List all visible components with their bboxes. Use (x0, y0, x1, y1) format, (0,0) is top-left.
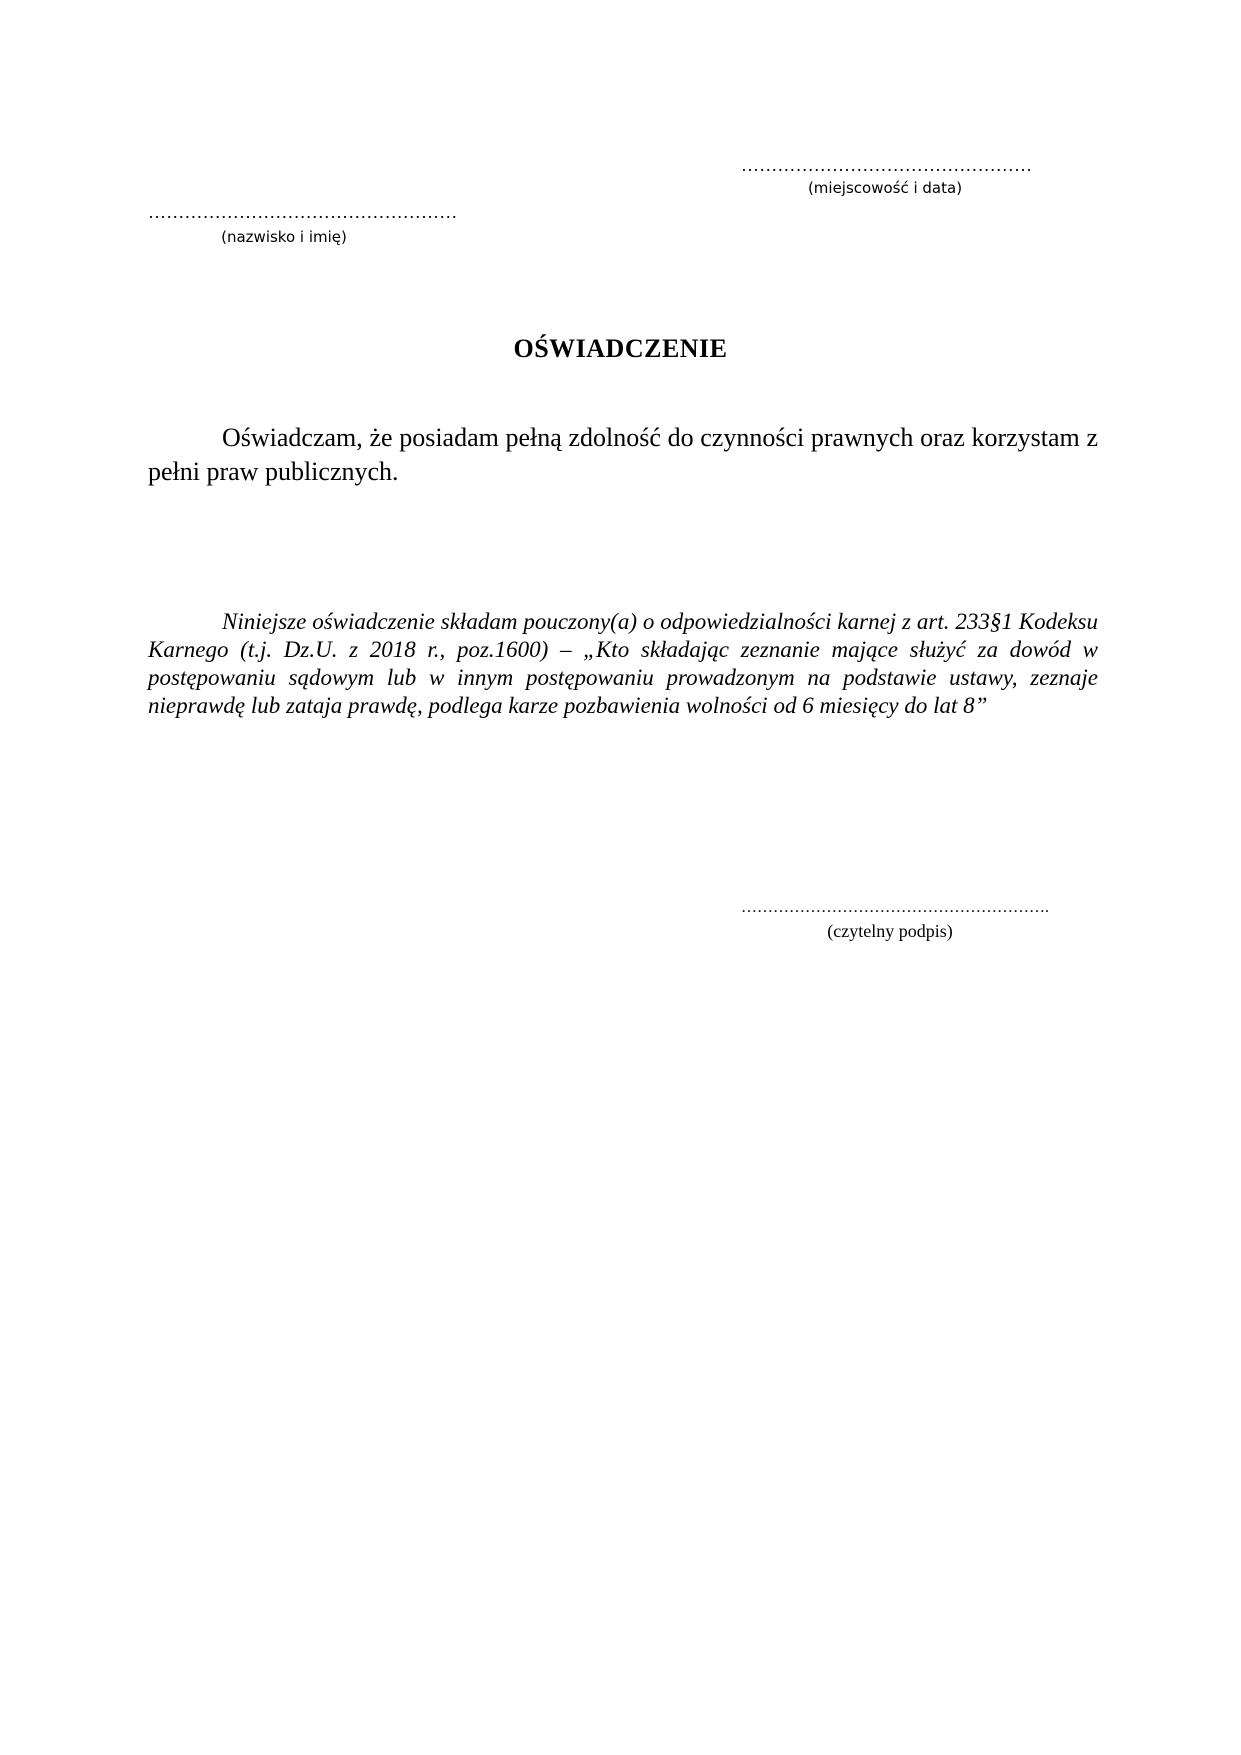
name-line: …………………………………………… (148, 202, 458, 222)
signature-caption: (czytelny podpis) (827, 921, 953, 941)
legal-notice: Niniejsze oświadczenie składam pouczony(a) o odpowiedzialności karnej z art. 233§1 Kodeksu Karnego (t.j. Dz.U. z 2018 r., poz.1600) – „Kto składając zeznanie mające służyć za dowód w postępowaniu sądowym lub w innym postępowaniu prowadzonym na podstawie ustawy, zeznaje nieprawdę lub zataja prawdę, podlega karze pozbawienia wolności od 6 miesięcy do lat 8” (148, 609, 1098, 718)
main-statement: Oświadczam, że posiadam pełną zdolność do czynności prawnych oraz korzystam z pełni praw publicznych. (148, 423, 1098, 486)
place-date-caption: (miejscowość i data) (807, 179, 963, 197)
place-date-line: ………………………………………… (741, 155, 1033, 175)
document-title: OŚWIADCZENIE (513, 334, 728, 363)
signature-line: …………………………………………………. (741, 899, 1049, 916)
name-caption: (nazwisko i imię) (221, 228, 347, 246)
